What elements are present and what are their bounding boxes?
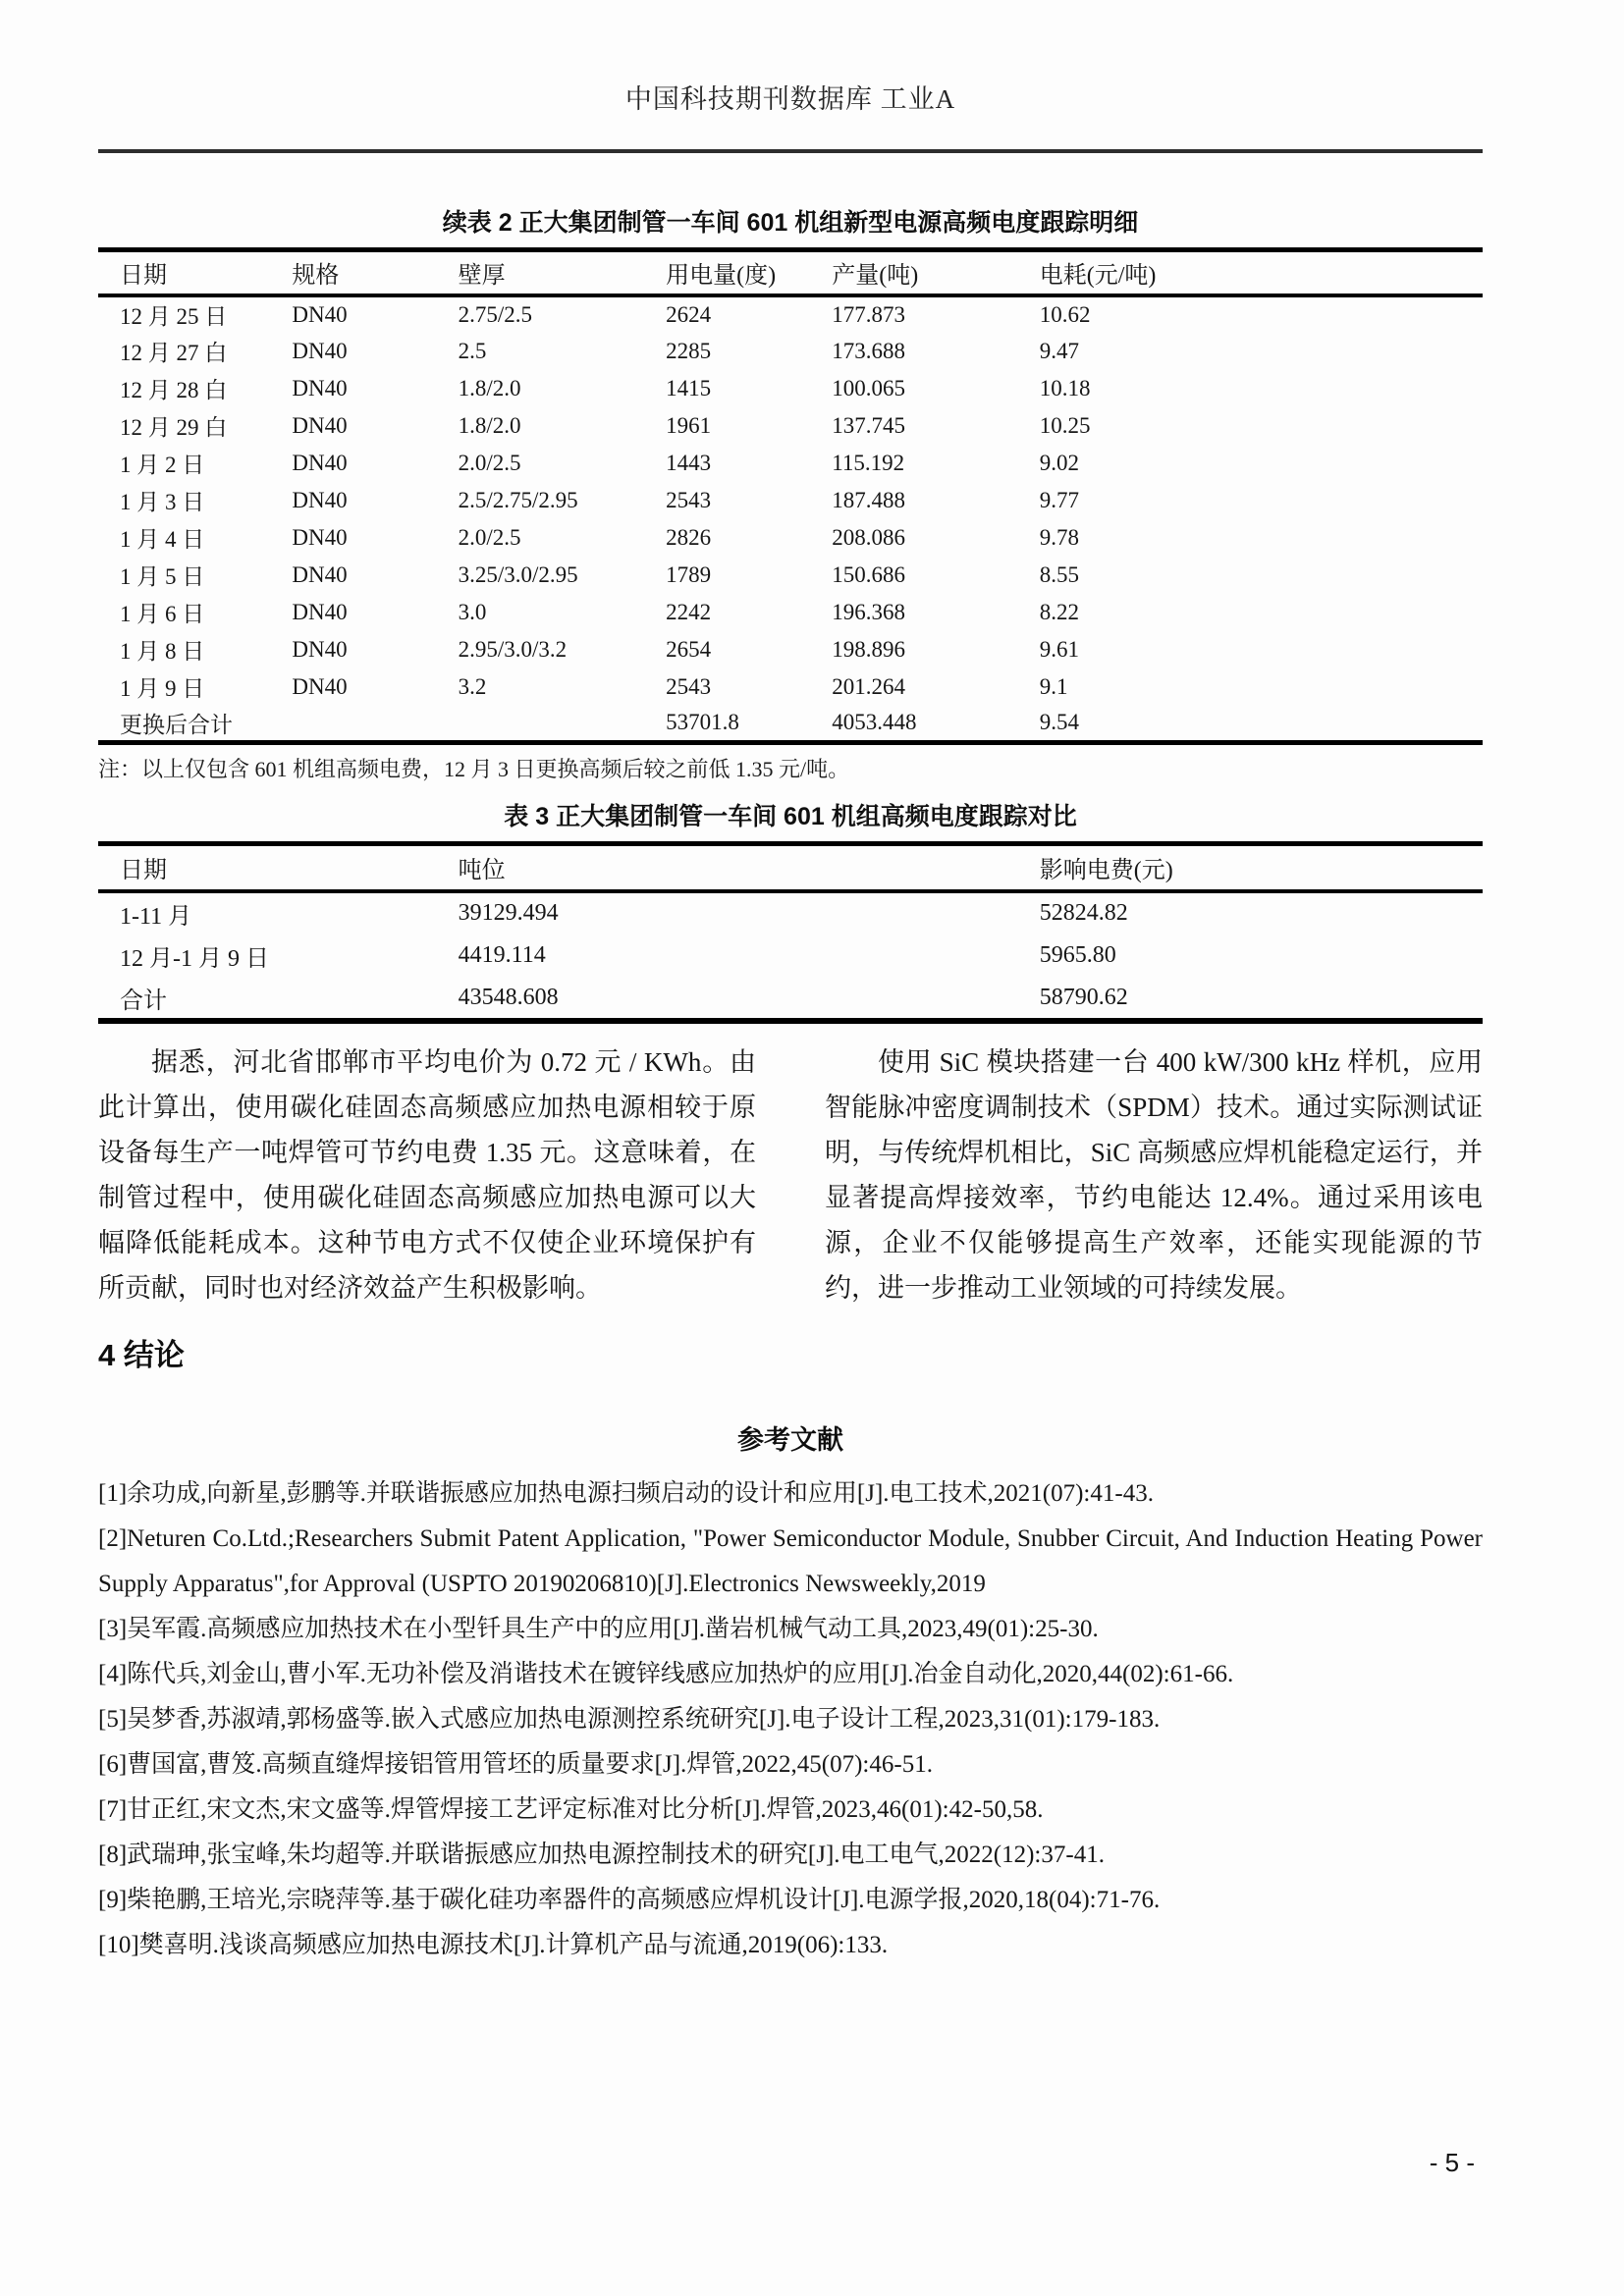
reference-item: [9]柴艳鹏,王培光,宗晓萍等.基于碳化硅功率器件的高频感应焊机设计[J].电源学报,2020,18(04):71-76. bbox=[98, 1886, 1161, 1913]
two-column-body bbox=[98, 1040, 1483, 1310]
references-list bbox=[98, 1471, 1483, 1968]
table-cell: 1 月 2 日 bbox=[120, 453, 205, 477]
column-header: 吨位 bbox=[458, 858, 506, 884]
table-cell: DN40 bbox=[292, 599, 348, 624]
table-cell: DN40 bbox=[292, 301, 348, 327]
table2-title: 续表 2 正大集团制管一车间 601 机组新型电源高频电度跟踪明细 bbox=[442, 209, 1139, 237]
table-cell: 208.086 bbox=[832, 524, 906, 550]
table-cell: 3.2 bbox=[458, 673, 487, 699]
table-cell: 201.264 bbox=[832, 673, 906, 699]
table-cell: 53701.8 bbox=[666, 710, 739, 735]
table-row bbox=[98, 891, 1483, 934]
table3-body bbox=[98, 891, 1483, 1021]
table-row bbox=[98, 407, 1483, 445]
table-row bbox=[98, 445, 1483, 482]
table2-header-row bbox=[98, 250, 1483, 295]
references-heading: 参考文献 bbox=[737, 1424, 843, 1455]
reference-item: [7]甘正红,宋文杰,宋文盛等.焊管焊接工艺评定标准对比分析[J].焊管,2023,46(01):42-50,58. bbox=[98, 1795, 1044, 1823]
table-cell: 10.25 bbox=[1039, 412, 1091, 438]
table-cell: 100.065 bbox=[832, 375, 906, 400]
table-cell: 9.54 bbox=[1039, 710, 1080, 735]
table-cell: 1 月 3 日 bbox=[120, 490, 205, 514]
table-cell: 12 月 27 白 bbox=[120, 341, 228, 365]
body-paragraph-right: 使用 SiC 模块搭建一台 400 kW/300 kHz 样机，应用智能脉冲密度调制技术（SPDM）技术。通过实际测试证明，与传统焊机相比，SiC 高频感应焊机能稳定运行，并显著提高焊接效率，节约电能达 12.4%。通过采用该电源，企业不仅能够提高生产效率，还能实现能源的节约，进一步推动工业领域的可持续发展。 bbox=[825, 1046, 1483, 1303]
table-cell: 2654 bbox=[666, 636, 712, 662]
table-row bbox=[98, 370, 1483, 407]
table-cell: 58790.62 bbox=[1039, 984, 1128, 1010]
table-cell: 2826 bbox=[666, 524, 712, 550]
column-header: 日期 bbox=[120, 263, 167, 290]
column-header: 规格 bbox=[292, 263, 340, 290]
table-cell: 1 月 9 日 bbox=[120, 676, 205, 701]
table-cell: 5965.80 bbox=[1039, 942, 1116, 968]
table-cell: 12 月 29 白 bbox=[120, 415, 228, 440]
table-cell: 2.0/2.5 bbox=[458, 524, 521, 550]
reference-item: [6]曹国富,曹笈.高频直缝焊接铝管用管坯的质量要求[J].焊管,2022,45(07):46-51. bbox=[98, 1750, 933, 1778]
table-cell: 8.55 bbox=[1039, 561, 1080, 587]
table3-header-row bbox=[98, 844, 1483, 891]
table-cell: 1.8/2.0 bbox=[458, 412, 521, 438]
table-cell: 177.873 bbox=[832, 301, 906, 327]
table-cell: 198.896 bbox=[832, 636, 906, 662]
table-cell: DN40 bbox=[292, 561, 348, 587]
table-cell: 43548.608 bbox=[458, 984, 559, 1010]
table-cell: 12 月 28 白 bbox=[120, 378, 228, 402]
reference-item: [2]Neturen Co.Ltd.;Researchers Submit Patent Application, "Power Semiconductor Module, Snubber Circuit, And Induction Heating Power Supply Apparatus",for Approval (USPTO 20190206810)[J].Electronics Newsweekly,2019 bbox=[98, 1524, 1483, 1597]
table-cell: 10.18 bbox=[1039, 375, 1091, 400]
table-cell: 4053.448 bbox=[832, 710, 917, 735]
table-cell: 1-11 月 bbox=[120, 904, 192, 930]
table-cell: DN40 bbox=[292, 338, 348, 363]
reference-item: [10]樊喜明.浅谈高频感应加热电源技术[J].计算机产品与流通,2019(06):133. bbox=[98, 1931, 889, 1958]
table-cell: 2285 bbox=[666, 338, 712, 363]
table-cell: 2543 bbox=[666, 487, 712, 512]
reference-item: [4]陈代兵,刘金山,曹小军.无功补偿及消谐技术在镀锌线感应加热炉的应用[J].冶金自动化,2020,44(02):61-66. bbox=[98, 1660, 1234, 1687]
table-cell: DN40 bbox=[292, 636, 348, 662]
table-cell: 1 月 4 日 bbox=[120, 527, 205, 552]
table-cell: 9.77 bbox=[1039, 487, 1080, 512]
table-cell: 9.47 bbox=[1039, 338, 1080, 363]
table-cell: 2.5 bbox=[458, 338, 487, 363]
column-header: 电耗(元/吨) bbox=[1039, 263, 1157, 290]
body-paragraph-left: 据悉，河北省邯郸市平均电价为 0.72 元 / KWh。由此计算出，使用碳化硅固态高频感应加热电源相较于原设备每生产一吨焊管可节约电费 1.35 元。这意味着，在制管过程中，使用碳化硅固态高频感应加热电源可以大幅降低能耗成本。这种节电方式不仅使企业环境保护有所贡献，同时也对经济效益产生积极影响。 bbox=[98, 1046, 756, 1303]
table-row bbox=[98, 978, 1483, 1021]
table-cell: 10.62 bbox=[1039, 301, 1091, 327]
table-cell: 9.61 bbox=[1039, 636, 1080, 662]
table-row bbox=[98, 668, 1483, 706]
table-cell: 2242 bbox=[666, 599, 712, 624]
table-cell: 1415 bbox=[666, 375, 712, 400]
table-cell: 2543 bbox=[666, 673, 712, 699]
table-cell: DN40 bbox=[292, 450, 348, 475]
table-cell bbox=[459, 706, 667, 743]
table-cell: 1 月 8 日 bbox=[120, 639, 205, 664]
table-cell: 3.25/3.0/2.95 bbox=[458, 561, 578, 587]
table-row bbox=[98, 557, 1483, 594]
table-cell: 更换后合计 bbox=[120, 712, 233, 737]
table-row bbox=[98, 594, 1483, 631]
table-cell: 2.0/2.5 bbox=[458, 450, 521, 475]
table-cell: 3.0 bbox=[458, 599, 487, 624]
table-cell: 1443 bbox=[666, 450, 712, 475]
table-cell: 9.02 bbox=[1039, 450, 1080, 475]
table-row bbox=[98, 295, 1483, 333]
reference-item: [3]吴军霞.高频感应加热技术在小型钎具生产中的应用[J].凿岩机械气动工具,2023,49(01):25-30. bbox=[98, 1615, 1099, 1642]
table-row bbox=[98, 706, 1483, 743]
table-cell: 196.368 bbox=[832, 599, 906, 624]
table-cell: 12 月-1 月 9 日 bbox=[120, 946, 269, 972]
journal-header: 中国科技期刊数据库 工业A bbox=[624, 84, 956, 114]
table-cell: 150.686 bbox=[832, 561, 906, 587]
page-number: - 5 - bbox=[1429, 2148, 1475, 2177]
column-header: 壁厚 bbox=[458, 263, 506, 290]
table-cell: 2624 bbox=[666, 301, 712, 327]
table-cell: 合计 bbox=[120, 988, 167, 1014]
column-header: 用电量(度) bbox=[666, 263, 777, 290]
table-cell: 1789 bbox=[666, 561, 712, 587]
table2 bbox=[98, 247, 1483, 745]
table-row bbox=[98, 482, 1483, 519]
table-cell: 12 月 25 日 bbox=[120, 304, 228, 329]
table3 bbox=[98, 841, 1483, 1024]
table3-title: 表 3 正大集团制管一车间 601 机组高频电度跟踪对比 bbox=[504, 803, 1077, 830]
table-cell: 1 月 5 日 bbox=[120, 564, 205, 589]
table-cell: 1 月 6 日 bbox=[120, 602, 205, 626]
table-cell: 2.5/2.75/2.95 bbox=[458, 487, 578, 512]
table-cell: DN40 bbox=[292, 673, 348, 699]
table-cell: 8.22 bbox=[1039, 599, 1080, 624]
table-cell: 137.745 bbox=[832, 412, 906, 438]
table-cell: 4419.114 bbox=[458, 942, 546, 968]
table-cell: DN40 bbox=[292, 487, 348, 512]
column-header: 影响电费(元) bbox=[1039, 858, 1173, 884]
table-cell: 9.1 bbox=[1039, 673, 1068, 699]
table-cell: 2.75/2.5 bbox=[458, 301, 532, 327]
table-cell: DN40 bbox=[292, 412, 348, 438]
table-cell: 115.192 bbox=[832, 450, 905, 475]
table-row bbox=[98, 519, 1483, 557]
table2-body bbox=[98, 295, 1483, 743]
reference-item: [1]余功成,向新星,彭鹏等.并联谐振感应加热电源扫频启动的设计和应用[J].电工技术,2021(07):41-43. bbox=[98, 1479, 1154, 1507]
table2-note: 注：以上仅包含 601 机组高频电费，12 月 3 日更换高频后较之前低 1.35 元/吨。 bbox=[98, 757, 850, 781]
table-cell: DN40 bbox=[292, 524, 348, 550]
column-header: 产量(吨) bbox=[832, 263, 919, 290]
table-cell: 52824.82 bbox=[1039, 900, 1128, 926]
header-divider bbox=[98, 149, 1483, 153]
table-row bbox=[98, 631, 1483, 668]
table-row bbox=[98, 934, 1483, 978]
table-cell: 187.488 bbox=[832, 487, 906, 512]
table-cell: 1.8/2.0 bbox=[458, 375, 521, 400]
table-cell bbox=[292, 706, 458, 743]
reference-item: [8]武瑞珅,张宝峰,朱均超等.并联谐振感应加热电源控制技术的研究[J].电工电气,2022(12):37-41. bbox=[98, 1841, 1105, 1868]
column-header: 日期 bbox=[120, 858, 167, 884]
table-cell: 9.78 bbox=[1039, 524, 1080, 550]
table-row bbox=[98, 333, 1483, 370]
table-cell: 2.95/3.0/3.2 bbox=[458, 636, 568, 662]
table-cell: 173.688 bbox=[832, 338, 906, 363]
table-cell: DN40 bbox=[292, 375, 348, 400]
conclusion-heading: 4 结论 bbox=[98, 1337, 185, 1372]
reference-item: [5]吴梦香,苏淑靖,郭杨盛等.嵌入式感应加热电源测控系统研究[J].电子设计工程,2023,31(01):179-183. bbox=[98, 1705, 1161, 1733]
table-cell: 39129.494 bbox=[458, 900, 559, 926]
table-cell: 1961 bbox=[666, 412, 712, 438]
